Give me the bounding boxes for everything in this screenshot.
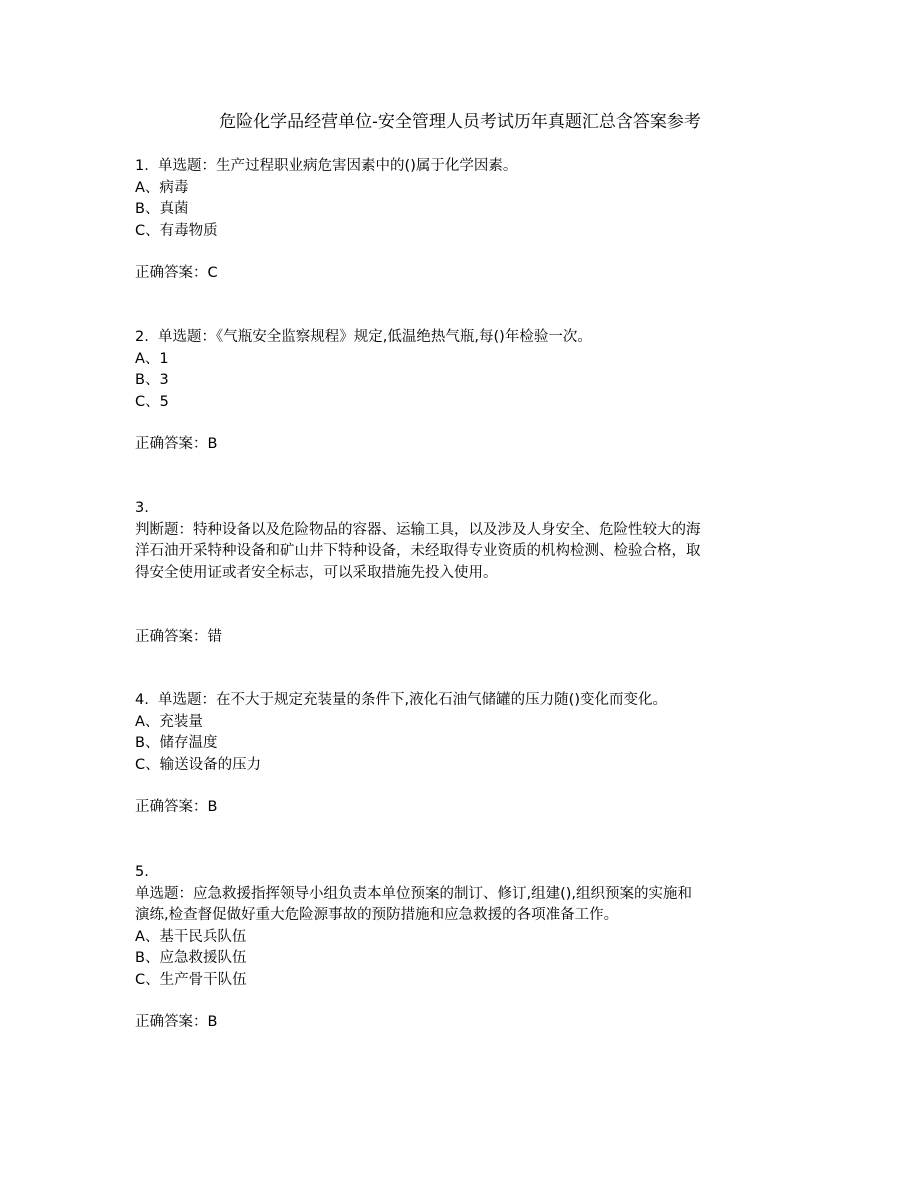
question-option: A、病毒 xyxy=(135,179,189,196)
answer-value: C xyxy=(207,265,218,281)
question-option: B、3 xyxy=(135,372,169,388)
question-option: A、1 xyxy=(135,350,169,367)
question-stem-line: 2. 单选题：《气瓶安全监察规程》规定,低温绝热气瓶,每()年检验一次。 xyxy=(135,329,592,345)
question-5 xyxy=(135,862,692,1034)
answer-line xyxy=(135,627,701,649)
question-stem-line: 演练,检查督促做好重大危险源事故的预防措施和应急救援的各项准备工作。 xyxy=(135,907,619,923)
question-option: A、充装量 xyxy=(135,713,203,730)
answer-label: 正确答案： xyxy=(135,1014,208,1030)
question-stem-line: 单选题：应急救援指挥领导小组负责本单位预案的制订、修订,组建(),组织预案的实施和 xyxy=(135,885,693,902)
question-2 xyxy=(135,327,592,456)
question-option: C、5 xyxy=(135,393,169,410)
question-option: B、储存温度 xyxy=(135,735,218,751)
question-option: C、生产骨干队伍 xyxy=(135,971,247,988)
question-3 xyxy=(135,498,701,649)
answer-line xyxy=(135,434,592,456)
question-stem-line: 5. xyxy=(135,864,149,880)
answer-line xyxy=(135,1012,692,1034)
answer-label: 正确答案： xyxy=(135,799,208,815)
question-option: B、应急救援队伍 xyxy=(135,950,247,966)
answer-label: 正确答案： xyxy=(135,436,208,452)
question-4 xyxy=(135,690,667,819)
question-stem-line: 洋石油开采特种设备和矿山井下特种设备，未经取得专业资质的机构检测、检验合格，取 xyxy=(135,543,701,559)
question-stem-line: 3. xyxy=(135,500,149,516)
question-stem-line: 1. 单选题：生产过程职业病危害因素中的()属于化学因素。 xyxy=(135,158,518,174)
question-stem-line: 得安全使用证或者安全标志，可以采取措施先投入使用。 xyxy=(135,564,498,581)
answer-line xyxy=(135,263,517,285)
answer-value: B xyxy=(207,799,218,815)
answer-label: 正确答案： xyxy=(135,265,208,281)
answer-value: B xyxy=(207,436,218,452)
question-stem-line: 判断题：特种设备以及危险物品的容器、运输工具，以及涉及人身安全、危险性较大的海 xyxy=(135,521,701,538)
question-option: C、有毒物质 xyxy=(135,222,218,239)
answer-value: 错 xyxy=(207,629,222,645)
answer-line xyxy=(135,797,667,819)
question-1 xyxy=(135,156,517,285)
question-option: A、基干民兵队伍 xyxy=(135,928,247,945)
question-stem-line: 4. 单选题：在不大于规定充装量的条件下,液化石油气储罐的压力随()变化而变化。 xyxy=(135,692,667,708)
question-option: B、真菌 xyxy=(135,201,189,217)
answer-label: 正确答案： xyxy=(135,629,208,645)
answer-value: B xyxy=(207,1014,218,1030)
document-title: 危险化学品经营单位-安全管理人员考试历年真题汇总含答案参考 xyxy=(219,112,701,132)
question-option: C、输送设备的压力 xyxy=(135,756,262,773)
